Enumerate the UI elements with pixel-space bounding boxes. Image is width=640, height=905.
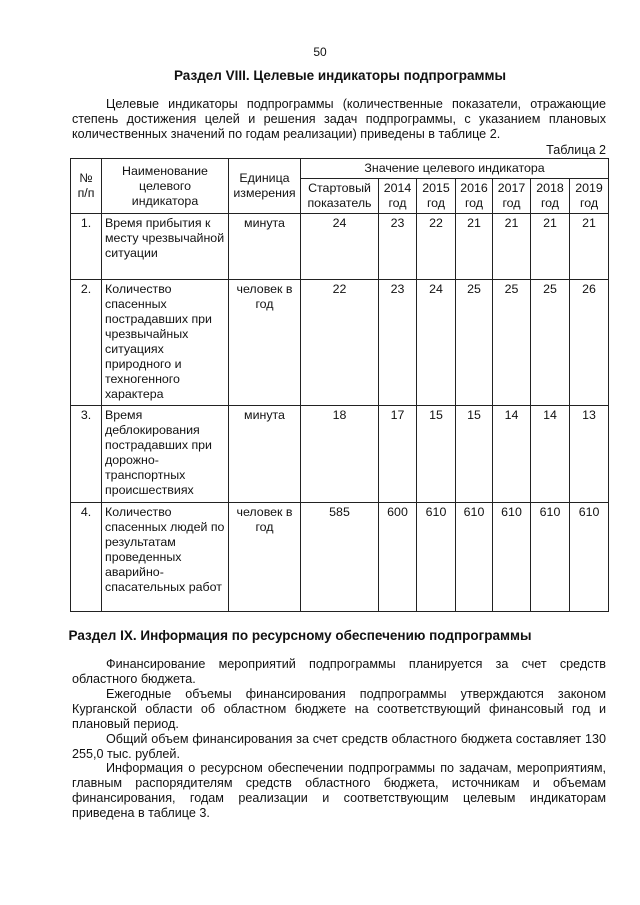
row-value-2015: 15 — [417, 406, 456, 503]
table-row — [71, 280, 609, 406]
table-row — [71, 406, 609, 503]
row-number: 3. — [71, 406, 102, 503]
row-value-start: 22 — [301, 280, 379, 406]
row-value-2015: 24 — [417, 280, 456, 406]
table-caption: Таблица 2 — [546, 143, 606, 157]
row-value-2014: 600 — [379, 503, 417, 612]
row-value-2017: 610 — [493, 503, 531, 612]
row-value-2018: 610 — [531, 503, 570, 612]
row-value-2016: 610 — [456, 503, 493, 612]
row-value-2019: 610 — [570, 503, 609, 612]
row-indicator-name: Количество спасенных пострадавших при чрезвычайных ситуациях природного и техногенного характера — [102, 280, 229, 406]
row-value-start: 585 — [301, 503, 379, 612]
row-number: 1. — [71, 214, 102, 280]
header-unit: Единица измерения — [229, 159, 301, 214]
row-value-2015: 22 — [417, 214, 456, 280]
row-value-2014: 23 — [379, 214, 417, 280]
section-viii-title: Раздел VIII. Целевые индикаторы подпрограммы — [173, 68, 506, 83]
row-indicator-name: Время прибытия к месту чрезвычайной ситуации — [102, 214, 229, 280]
header-col-2017: 2017 год — [493, 179, 531, 214]
row-value-2015: 610 — [417, 503, 456, 612]
row-value-2014: 17 — [379, 406, 417, 503]
resource-info-paragraph: Информация о ресурсном обеспечении подпрограммы по задачам, мероприятиям, главным распорядителям средств областного бюджета, источникам и объемам финансирования, годам реализации и соответствующим целевым индикаторам приведена в таблице 3. — [72, 761, 606, 820]
row-number: 2. — [71, 280, 102, 406]
header-value-group: Значение целевого индикатора — [301, 159, 609, 179]
row-value-2016: 15 — [456, 406, 493, 503]
row-number: 4. — [71, 503, 102, 612]
header-col-start: Стартовый показатель — [301, 179, 379, 214]
section-ix-title: Раздел IX. Информация по ресурсному обеспечению подпрограммы — [68, 628, 532, 643]
header-col-2018: 2018 год — [531, 179, 570, 214]
row-value-2014: 23 — [379, 280, 417, 406]
section-viii-intro: Целевые индикаторы подпрограммы (количественные показатели, отражающие степень достижения целей и решения задач подпрограммы, с указанием плановых количественных значений по годам реализации) приведены в таблице 2. — [72, 97, 606, 141]
header-col-2015: 2015 год — [417, 179, 456, 214]
row-value-2016: 21 — [456, 214, 493, 280]
table-row — [71, 503, 609, 612]
header-col-2016: 2016 год — [456, 179, 493, 214]
row-value-2019: 13 — [570, 406, 609, 503]
row-indicator-name: Количество спасенных людей по результатам проведенных аварийно-спасательных работ — [102, 503, 229, 612]
row-unit: минута — [229, 214, 301, 280]
row-value-2018: 14 — [531, 406, 570, 503]
row-value-start: 24 — [301, 214, 379, 280]
row-value-2018: 25 — [531, 280, 570, 406]
row-value-2017: 25 — [493, 280, 531, 406]
header-col-2014: 2014 год — [379, 179, 417, 214]
page-number: 50 — [313, 45, 327, 59]
indicators-table — [70, 158, 609, 612]
table-row — [71, 214, 609, 280]
row-value-start: 18 — [301, 406, 379, 503]
row-unit: человек в год — [229, 503, 301, 612]
row-value-2018: 21 — [531, 214, 570, 280]
total-volume-paragraph: Общий объем финансирования за счет средств областного бюджета составляет 130 255,0 тыс. рублей. — [72, 732, 606, 761]
row-indicator-name: Время деблокирования пострадавших при дорожно-транспортных происшествиях — [102, 406, 229, 503]
annual-volumes-paragraph: Ежегодные объемы финансирования подпрограммы утверждаются законом Курганской области об областном бюджете на соответствующий финансовый год и плановый период. — [72, 687, 606, 731]
row-value-2019: 26 — [570, 280, 609, 406]
row-value-2016: 25 — [456, 280, 493, 406]
row-value-2019: 21 — [570, 214, 609, 280]
row-unit: человек в год — [229, 280, 301, 406]
row-unit: минута — [229, 406, 301, 503]
table-header-row — [71, 159, 609, 179]
header-col-2019: 2019 год — [570, 179, 609, 214]
header-name: Наименование целевого индикатора — [102, 159, 229, 214]
financing-paragraph: Финансирование мероприятий подпрограммы планируется за счет средств областного бюджета. — [72, 657, 606, 686]
row-value-2017: 14 — [493, 406, 531, 503]
header-number: № п/п — [71, 159, 102, 214]
row-value-2017: 21 — [493, 214, 531, 280]
